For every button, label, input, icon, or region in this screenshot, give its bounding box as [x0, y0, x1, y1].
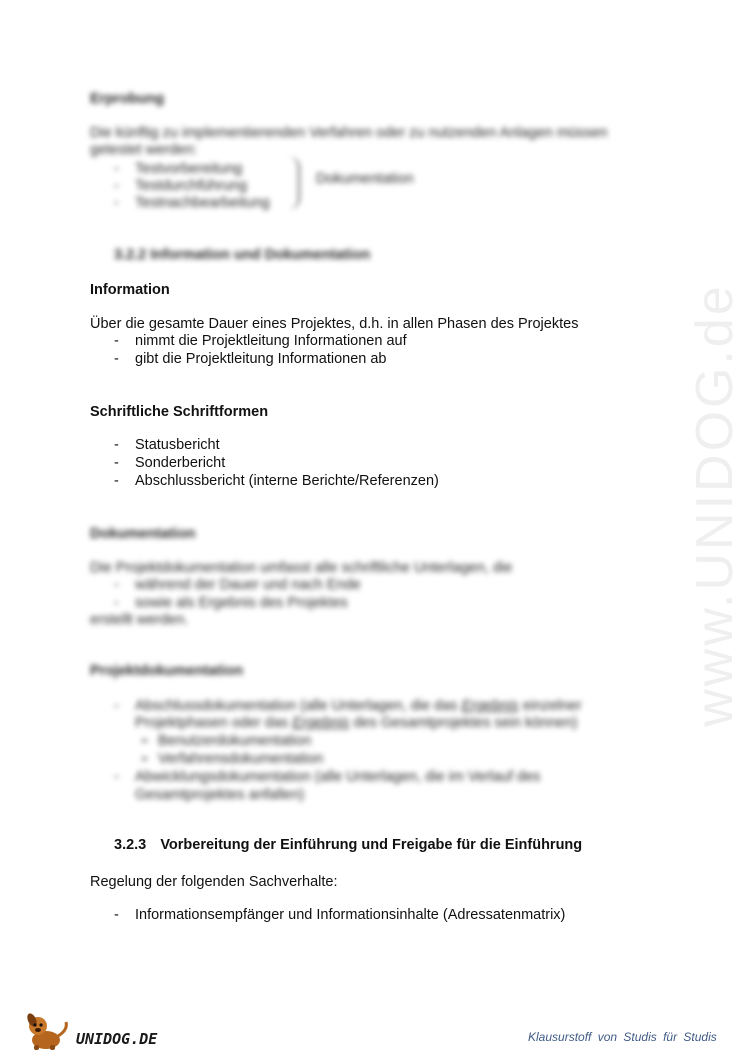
heading-schriftformen: Schriftliche Schriftformen	[90, 404, 269, 420]
sub-list-item: Verfahrensdokumentation	[158, 751, 324, 767]
information-intro: Über die gesamte Dauer eines Projektes, d.h. in allen Phasen des Projektes	[90, 316, 579, 332]
list-item-text: Sonderbericht	[135, 455, 226, 471]
list-dash: -	[114, 595, 119, 611]
section-323-intro: Regelung der folgenden Sachverhalte:	[90, 874, 338, 890]
list-dash: -	[114, 455, 119, 471]
sub-list-item: Benutzerdokumentation	[158, 733, 312, 749]
curly-brace-icon	[284, 156, 300, 210]
arrow-bullet-icon: ➢	[140, 735, 150, 747]
list-item: sowie als Ergebnis des Projektes	[135, 595, 348, 611]
heading-projektdokumentation: Projektdokumentation	[90, 663, 244, 679]
list-item-text: Statusbericht	[135, 437, 220, 453]
list-dash: -	[114, 907, 119, 923]
footer-tagline: Klausurstoff von Studis für Studis	[528, 1030, 717, 1044]
list-dash: -	[114, 195, 119, 211]
watermark: www.UNIDOG.de	[686, 283, 744, 727]
section-title: Vorbereitung der Einführung und Freigabe für die Einführung	[160, 837, 583, 853]
list-item: Abwicklungsdokumentation (alle Unterlagen, die im Verlauf des	[135, 769, 541, 785]
dokumentation-intro: Die Projektdokumentation umfasst alle schriftliche Unterlagen, die	[90, 560, 513, 576]
heading-erprobung: Erprobung	[90, 91, 165, 107]
section-heading-323	[114, 836, 582, 854]
list-dash: -	[114, 161, 119, 177]
list-item-continuation: Projektphasen oder das Ergebnis des Gesamtprojektes sein können)	[135, 715, 578, 731]
dog-mascot-icon	[24, 1012, 74, 1052]
erprobung-para-line2: getestet werden:	[90, 142, 198, 158]
dokumentation-outro: erstellt werden.	[90, 612, 189, 628]
heading-information: Information	[90, 282, 170, 298]
section-heading-322: 3.2.2 Information und Dokumentation	[114, 247, 371, 263]
section-number: 3.2.3	[114, 837, 147, 853]
list-item: Abschlussdokumentation (alle Unterlagen, die das Ergebnis einzelner	[135, 698, 582, 714]
list-dash: -	[114, 698, 119, 714]
list-dash: -	[114, 473, 119, 489]
list-dash: -	[114, 769, 119, 785]
list-item-text: nimmt die Projektleitung Informationen auf	[135, 333, 407, 349]
list-dash: -	[114, 333, 119, 349]
list-dash: -	[114, 178, 119, 194]
heading-dokumentation: Dokumentation	[90, 526, 196, 542]
list-item-text: Informationsempfänger und Informationsinhalte (Adressatenmatrix)	[135, 907, 566, 923]
list-item-text: Abschlussbericht (interne Berichte/Referenzen)	[135, 473, 439, 489]
list-dash: -	[114, 577, 119, 593]
unidog-logo	[24, 1012, 174, 1052]
erprobung-para-line1: Die künftig zu implementierenden Verfahren oder zu nutzenden Anlagen müssen	[90, 125, 608, 141]
logo-text: UNIDOG.DE	[76, 1030, 158, 1048]
list-item: während der Dauer und nach Ende	[135, 577, 361, 593]
brace-label: Dokumentation	[316, 171, 414, 187]
arrow-bullet-icon: ➢	[140, 753, 150, 765]
list-item: Testdurchführung	[135, 178, 248, 194]
list-item: Testnachbearbeitung	[135, 195, 270, 211]
list-item-text: gibt die Projektleitung Informationen ab	[135, 351, 387, 367]
list-dash: -	[114, 437, 119, 453]
list-item: Testvorbereitung	[135, 161, 243, 177]
list-dash: -	[114, 351, 119, 367]
list-item-continuation: Gesamtprojektes anfallen)	[135, 787, 305, 803]
